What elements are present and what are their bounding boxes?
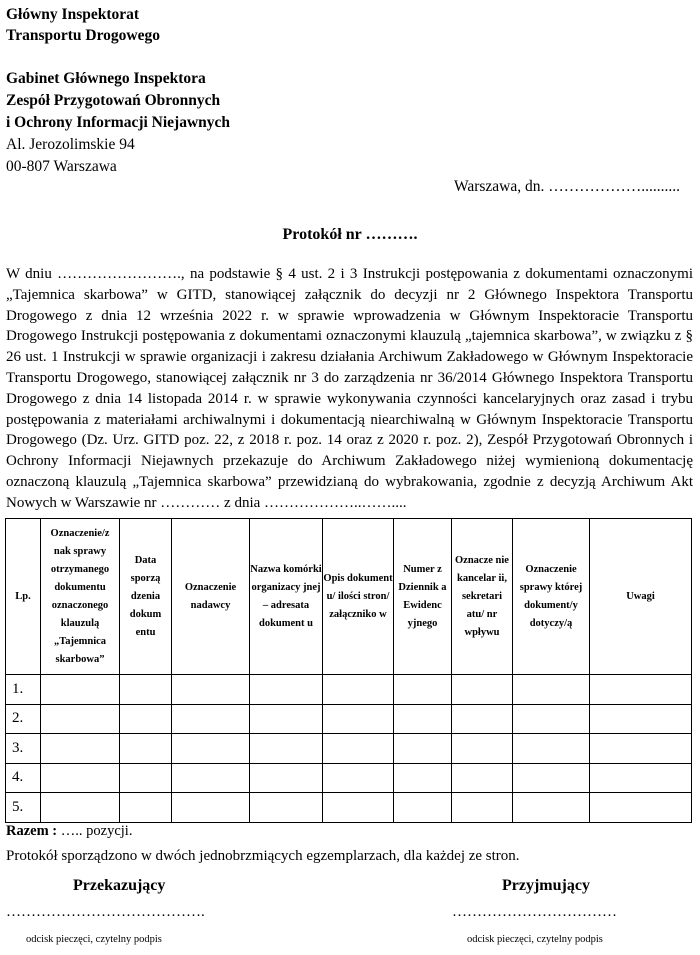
col-header-case-mark: Oznaczenie/z nak sprawy otrzymanego dokumentu oznaczonego klauzulą „Tajemnica skarbowa” — [41, 519, 120, 675]
address-line-2: 00-807 Warszawa — [6, 158, 117, 175]
table-cell — [590, 675, 692, 705]
table-cell — [590, 793, 692, 823]
table-row — [6, 734, 692, 764]
address-line-1: Al. Jerozolimskie 94 — [6, 136, 135, 153]
table-cell — [323, 734, 394, 764]
table-cell — [41, 704, 120, 734]
table-cell — [120, 763, 172, 793]
col-header-sender: Oznaczenie nadawcy — [172, 519, 250, 675]
col-header-lp: Lp. — [6, 519, 41, 675]
table-row — [6, 793, 692, 823]
receiving-signature-line: …………………………… — [452, 904, 617, 920]
table-cell — [120, 704, 172, 734]
table-cell — [590, 704, 692, 734]
table-header-row — [6, 519, 692, 675]
col-header-remarks: Uwagi — [590, 519, 692, 675]
unit-name-line-1: Gabinet Głównego Inspektora — [6, 70, 206, 87]
receiving-signature-note: odcisk pieczęci, czytelny podpis — [467, 934, 603, 945]
protocol-body-paragraph: W dniu ……………………., na podstawie § 4 ust. 2 i 3 Instrukcji postępowania z dokumentami oznaczonymi „Tajemnica skarbowa” w GITD, stanowiącej załącznik do decyzji nr 2 Głównego Inspektora Transportu Drogowego z dnia 12 września 2022 r. w sprawie wprowadzenia w Głównym Inspektoracie Transportu Drogowego Instrukcji postępowania z dokumentami oznaczonymi klauzulą „tajemnica skarbowa”, w związku z § 26 ust. 1 Instrukcji w sprawie organizacji i zakresu działania Archiwum Zakładowego w Głównym Inspektoracie Transportu Drogowego, stanowiącej załącznik nr 3 do zarządzenia nr 36/2014 Głównego Inspektora Transportu Drogowego z dnia 14 listopada 2014 r. w sprawie wykonywania czynności kancelaryjnych oraz zasad i trybu postępowania z materiałami archiwalnymi i dokumentacją niearchiwalną w Głównym Inspektoracie Transportu Drogowego (Dz. Urz. GITD poz. 22, z 2018 r. poz. 14 oraz z 2020 r. poz. 2), Zespół Przygotowań Obronnych i Ochrony Informacji Niejawnych przekazuje do Archiwum Zakładowego niżej wymienioną dokumentację oznaczoną klauzulą „Tajemnica skarbowa” przewidzianą do wybrakowania, zgodnie z decyzją Archiwum Akt Nowych w Warszawie nr ………… z dnia ………………..…….... — [6, 266, 693, 511]
col-header-document-description: Opis dokument u/ ilości stron/ załączniko w — [323, 519, 394, 675]
table-cell — [513, 793, 590, 823]
table-cell — [120, 734, 172, 764]
unit-name-line-2: Zespół Przygotowań Obronnych — [6, 92, 221, 109]
handing-over-signature-line: …………………………………. — [6, 904, 205, 920]
table-cell — [41, 763, 120, 793]
protocol-title: Protokół nr ………. — [282, 226, 418, 243]
table-cell — [41, 675, 120, 705]
handing-over-title: Przekazujący — [73, 877, 166, 894]
table-cell — [323, 704, 394, 734]
table-cell — [172, 793, 250, 823]
table-cell — [250, 704, 323, 734]
table-cell — [394, 675, 452, 705]
handing-over-signature-note: odcisk pieczęci, czytelny podpis — [26, 934, 162, 945]
table-cell — [172, 734, 250, 764]
table-row — [6, 675, 692, 705]
total-value: ….. pozycji. — [57, 823, 133, 839]
table-cell — [41, 734, 120, 764]
table-row — [6, 704, 692, 734]
table-cell — [452, 704, 513, 734]
row-number: 1. — [6, 675, 41, 705]
table-cell — [513, 763, 590, 793]
col-header-document-date: Data sporzą dzenia dokum entu — [120, 519, 172, 675]
closing-statement: Protokół sporządzono w dwóch jednobrzmiących egzemplarzach, dla każdej ze stron. — [6, 848, 520, 864]
table-cell — [250, 763, 323, 793]
table-cell — [172, 704, 250, 734]
row-number: 2. — [6, 704, 41, 734]
total-positions — [6, 823, 132, 840]
col-header-office-mark: Oznacze nie kancelar ii, sekretari atu/ nr wpływu — [452, 519, 513, 675]
org-name-line-2: Transportu Drogowego — [6, 27, 160, 44]
table-cell — [120, 675, 172, 705]
table-cell — [323, 793, 394, 823]
table-cell — [513, 704, 590, 734]
table-cell — [41, 793, 120, 823]
table-cell — [590, 734, 692, 764]
table-cell — [394, 734, 452, 764]
place-date-line: Warszawa, dn. ……………….......... — [453, 178, 680, 195]
table-cell — [394, 763, 452, 793]
table-cell — [452, 675, 513, 705]
col-header-case-reference: Oznaczenie sprawy której dokument/y dotyczy/ą — [513, 519, 590, 675]
table-cell — [452, 793, 513, 823]
row-number: 4. — [6, 763, 41, 793]
table-cell — [513, 734, 590, 764]
table-cell — [172, 675, 250, 705]
col-header-recipient-unit: Nazwa komórki organizacy jnej – adresata dokument u — [250, 519, 323, 675]
table-cell — [250, 675, 323, 705]
col-header-register-number: Numer z Dziennik a Ewidenc yjnego — [394, 519, 452, 675]
table-cell — [120, 793, 172, 823]
receiving-title: Przyjmujący — [502, 877, 590, 894]
table-cell — [452, 734, 513, 764]
table-cell — [452, 763, 513, 793]
table-cell — [394, 704, 452, 734]
documents-table — [5, 518, 692, 823]
table-cell — [590, 763, 692, 793]
total-label: Razem : — [6, 823, 58, 839]
table-cell — [250, 734, 323, 764]
table-cell — [513, 675, 590, 705]
table-cell — [394, 793, 452, 823]
table-cell — [172, 763, 250, 793]
row-number: 3. — [6, 734, 41, 764]
table-cell — [250, 793, 323, 823]
table-cell — [323, 675, 394, 705]
table-cell — [323, 763, 394, 793]
row-number: 5. — [6, 793, 41, 823]
org-name-line-1: Główny Inspektorat — [6, 6, 140, 23]
table-row — [6, 763, 692, 793]
unit-name-line-3: i Ochrony Informacji Niejawnych — [6, 114, 231, 131]
